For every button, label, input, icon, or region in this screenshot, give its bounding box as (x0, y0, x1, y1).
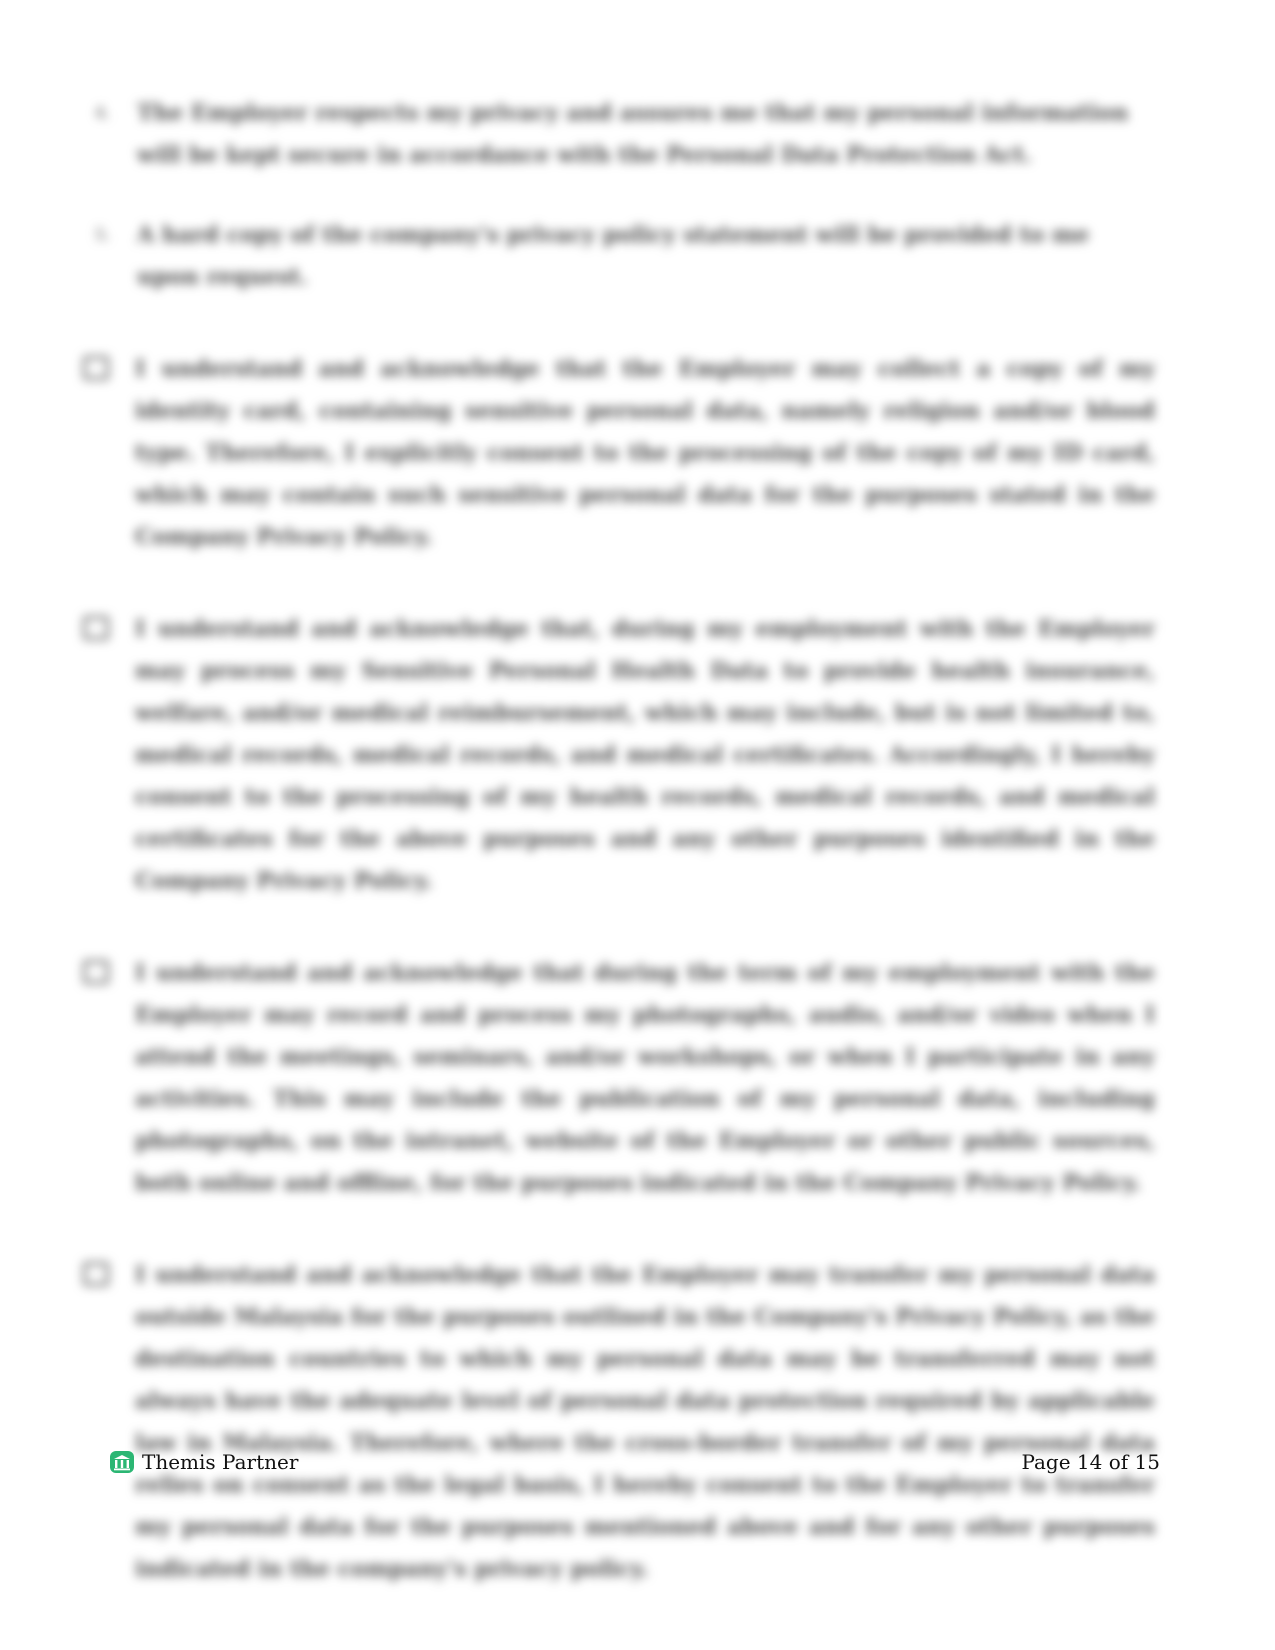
consent-checkbox[interactable] (83, 356, 109, 380)
numbered-item-5 (95, 214, 1155, 298)
page-footer (110, 1450, 1160, 1480)
bank-building-icon (110, 1451, 134, 1473)
consent-text: I understand and acknowledge that, during my employment with the Employer may process my Sensitive Personal Health Data to provide health insurance, welfare, and/or medical reimbursement, which may include, but is not limited to, medical records, medical records, and medical certificates. Accordingly, I hereby consent to the processing of my health records, medical records, and medical certificates for the above purposes and any other purposes identified in the Company Privacy Policy. (135, 616, 1155, 894)
numbered-item-4 (95, 92, 1155, 176)
page-number: Page 14 of 15 (1021, 1450, 1160, 1474)
consent-checkbox[interactable] (83, 1262, 109, 1286)
consent-text: I understand and acknowledge that during the term of my employment with the Employer may record and process my photographs, audio, and/or video when I attend the meetings, seminars, and/or workshops, or when I participate in any activities. This may include the publication of my personal data, including photographs, on the intranet, website of the Employer or other public sources, both online and offline, for the purposes indicated in the Company Privacy Policy. (135, 960, 1155, 1196)
consent-item-media (95, 952, 1155, 1204)
consent-checkbox[interactable] (83, 960, 109, 984)
item-text: A hard copy of the company's privacy policy statement will be provided to me upon request. (137, 222, 1090, 290)
consent-text: I understand and acknowledge that the Employer may collect a copy of my identity card, containing sensitive personal data, namely religion and/or blood type. Therefore, I explicitly consent to the processing of the copy of my ID card, which may contain such sensitive personal data for the purposes stated in the Company Privacy Policy. (135, 356, 1155, 550)
consent-item-id-card (95, 348, 1155, 558)
consent-checkbox[interactable] (83, 616, 109, 640)
brand-name: Themis Partner (142, 1450, 299, 1474)
document-body (95, 92, 1155, 1590)
consent-item-health-data (95, 608, 1155, 902)
brand (110, 1450, 298, 1474)
item-number: 5. (95, 225, 111, 244)
item-text: The Employer respects my privacy and assures me that my personal information will be kept secure in accordance with the Personal Data Protection Act. (137, 100, 1129, 168)
item-number: 4. (95, 103, 111, 122)
consent-item-cross-border (95, 1254, 1155, 1590)
consent-text: I understand and acknowledge that the Employer may transfer my personal data outside Malaysia for the purposes outlined in the Company's Privacy Policy, as the destination countries to which my personal data may be transferred may not always have the adequate level of personal data protection required by applicable law in Malaysia. Therefore, where the cross-border transfer of my personal data relies on consent as the legal basis, I hereby consent to the Employer to transfer my personal data for the purposes mentioned above and for any other purposes indicated in the company's privacy policy. (135, 1262, 1155, 1582)
